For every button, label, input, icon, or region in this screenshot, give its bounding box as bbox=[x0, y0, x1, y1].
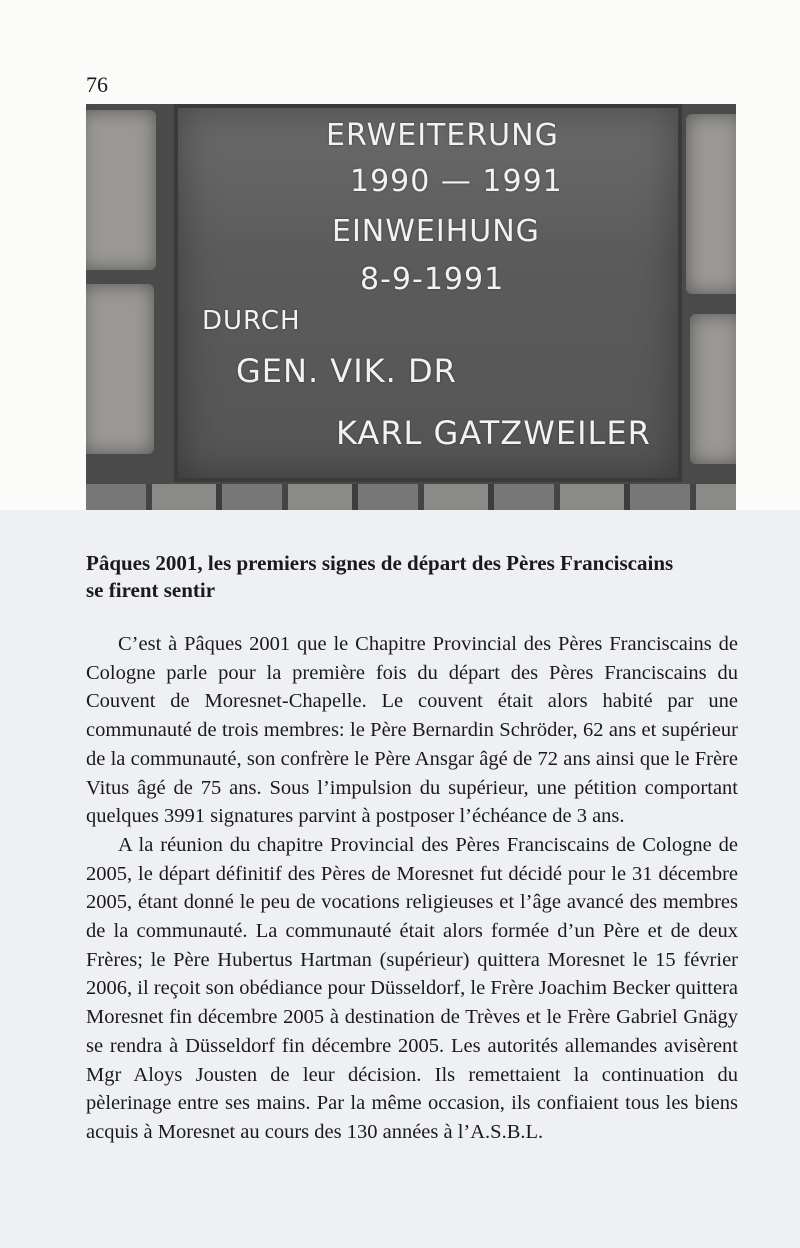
plaque-line: 8-9-1991 bbox=[360, 262, 505, 297]
wall-stone bbox=[686, 114, 736, 294]
plaque-line: GEN. VIK. DR bbox=[236, 352, 457, 390]
page-number: 76 bbox=[86, 72, 108, 97]
heading-line: Pâques 2001, les premiers signes de départ des Pères Franciscains bbox=[86, 551, 674, 575]
section-heading bbox=[86, 550, 736, 604]
plaque-line: ERWEITERUNG bbox=[326, 118, 559, 153]
wall-stone bbox=[86, 110, 156, 270]
paragraph: C’est à Pâques 2001 que le Chapitre Provincial des Pères Franciscains de Cologne parle pour la première fois du départ des Pères Franciscains du Couvent de Moresnet-Chapelle. Le couvent était alors habité par une communauté de trois membres: le Père Bernardin Schröder, 62 ans et supérieur de la communauté, son confrère le Père Ansgar âgé de 72 ans ainsi que le Frère Vitus âgé de 75 ans. Sous l’impulsion du supérieur, une pétition comportant quelques 3991 signatures parvint à postposer l’échéance de 3 ans. bbox=[86, 633, 738, 828]
memorial-plaque bbox=[174, 104, 682, 482]
plaque-line: DURCH bbox=[202, 306, 301, 336]
article-body bbox=[86, 630, 738, 1147]
wall-stone bbox=[86, 284, 154, 454]
plaque-photo bbox=[86, 104, 736, 510]
wall-bottom-stones bbox=[86, 484, 736, 510]
wall-stone bbox=[690, 314, 736, 464]
heading-line: se firent sentir bbox=[86, 578, 216, 602]
plaque-line: 1990 — 1991 bbox=[350, 164, 563, 199]
paragraph: A la réunion du chapitre Provincial des Pères Franciscains de Cologne de 2005, le départ définitif des Pères de Moresnet fut décidé pour le 31 décembre 2005, étant donné le peu de vocations religieuses et l’âge avancé des membres de la communauté. La communauté était alors formée d’un Père et de deux Frères; le Père Hubertus Hartman (supérieur) quittera Moresnet le 15 février 2006, il reçoit son obédiance pour Düsseldorf, le Frère Joachim Becker quittera Moresnet fin décembre 2005 à destination de Trèves et le Frère Gabriel Gnägy se rendra à Düsseldorf fin décembre 2005. Les autorités allemandes avisèrent Mgr Aloys Jousten de leur décision. Ils remettaient la continuation du pèlerinage entre ses mains. Par la même occasion, ils confiaient tous les biens acquis à Moresnet au cours des 130 années à l’A.S.B.L. bbox=[86, 833, 738, 1143]
plaque-line: KARL GATZWEILER bbox=[336, 414, 651, 452]
plaque-line: EINWEIHUNG bbox=[332, 214, 540, 249]
